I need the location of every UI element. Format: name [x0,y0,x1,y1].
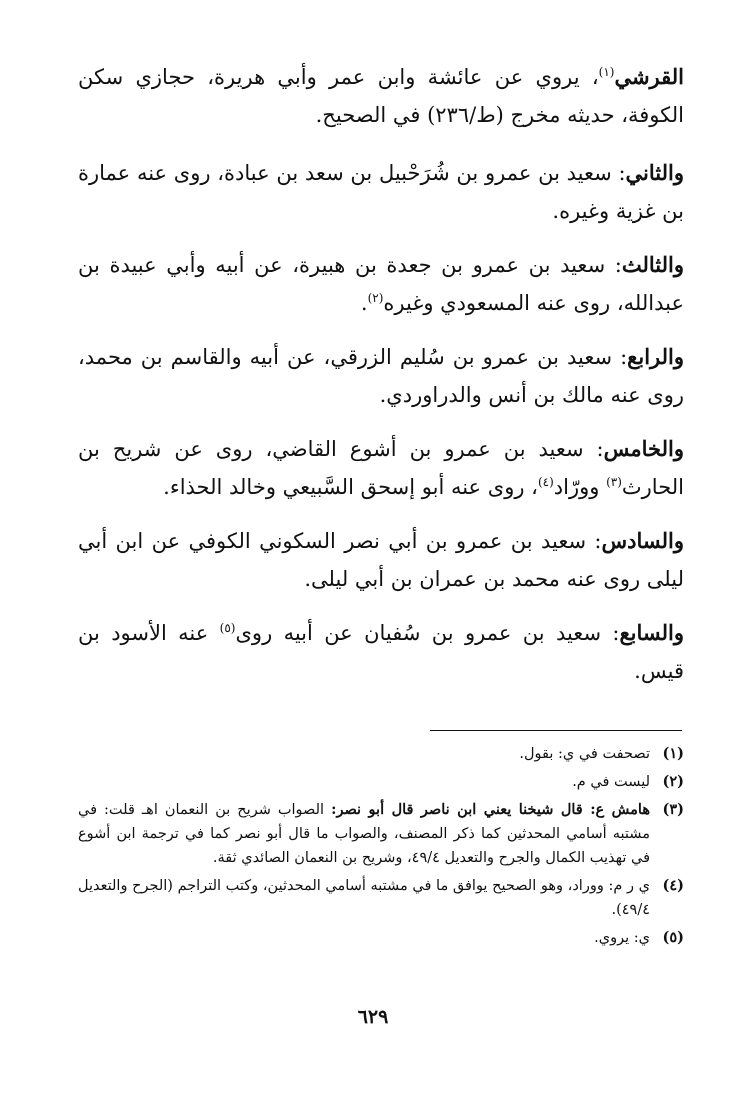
footnote-item [78,770,684,794]
footnote-body [78,770,650,794]
footnote-divider [430,730,682,731]
footnote-body [78,742,650,766]
entry-third [78,246,684,322]
entry-text-end: ، روى عنه أبو إسحق السَّبيعي وخالد الحذاء. [163,475,538,499]
entry-label: والثالث [621,252,684,277]
entry-text: : سعيد بن عمرو بن سُليم الزرقي، عن أبيه والقاسم بن محمد، روى عنه مالك بن أنس والدراوردي. [78,345,684,407]
footnote-item [78,926,684,950]
entry-text-end: . [360,291,368,315]
entry-text: : سعيد بن عمرو بن سُفيان عن أبيه روى [235,621,620,645]
footnote-body [78,798,650,870]
entry-fifth [78,430,684,506]
footnote-body [78,874,650,922]
entry-seventh [78,614,684,690]
entry-continuation [78,58,684,134]
footnote-ref[interactable]: (٣) [606,475,622,489]
footnote-ref[interactable]: (١) [598,65,615,79]
footnote-number: (١) [662,745,684,762]
footnote-body [78,926,650,950]
footnote-item [78,798,684,870]
footnote-ref[interactable]: (٤) [537,475,554,489]
entry-sixth [78,522,684,598]
entry-text: : سعيد بن عمرو بن أشوع القاضي، روى عن شريح بن الحارث [78,437,684,499]
footnote-number: (٥) [662,929,684,946]
footnote-bold-text: هامش ع: قال شيخنا يعني ابن ناصر قال أبو نصر: [331,801,650,818]
footnote-text: تصحفت في ي: بقول. [519,746,650,762]
entry-label: والرابع [627,344,684,369]
entry-text: ، يروي عن عائشة وابن عمر وأبي هريرة، حجازي سكن الكوفة، حديثه مخرج (ط/٢٣٦) في الصحيح. [78,65,684,127]
footnote-text: ي: يروي. [594,930,650,946]
footnote-number: (٣) [662,801,684,818]
entry-text-mid: وورّاد [553,475,607,499]
entry-second [78,154,684,230]
footnotes [78,742,684,954]
entry-label: والخامس [603,436,684,461]
footnote-ref[interactable]: (٥) [219,621,236,635]
footnote-text: ليست في م. [572,774,650,790]
page-number: ٦٢٩ [357,1006,389,1028]
entry-fourth [78,338,684,414]
footnote-item [78,742,684,766]
footnote-ref[interactable]: (٢) [367,291,384,305]
footnote-text: ي ر م: ووراد، وهو الصحيح يوافق ما في مشتبه أسامي المحدثين، وكتب التراجم (الجرح والتعديل ٤٩/٤). [78,878,650,918]
entry-label: والسادس [601,528,684,553]
entry-text: : سعيد بن عمرو بن أبي نصر السكوني الكوفي عن ابن أبي ليلى روى عنه محمد بن عمران بن أبي ليلى. [78,529,684,591]
main-text [78,58,684,706]
footnote-text: الصواب شريح بن النعمان اهـ قلت: في مشتبه أسامي المحدثين كما ذكر المصنف، والصواب ما قال أبو نصر كما في ترجمة ابن أشوع في تهذيب الكمال والجرح والتعديل ٤٩/٤، وشريح بن النعمان الصائدي ثقة. [78,802,650,866]
entry-text: : سعيد بن عمرو بن جعدة بن هبيرة، عن أبيه وأبي عبيدة بن عبدالله، روى عنه المسعودي وغيره [78,253,684,315]
entry-text: : سعيد بن عمرو بن شُرَحْبيل بن سعد بن عبادة، روى عنه عمارة بن غزية وغيره. [78,161,684,223]
footnote-number: (٤) [662,877,684,894]
entry-text-end: عنه الأسود بن قيس. [78,621,684,683]
footnote-number: (٢) [662,773,684,790]
entry-label: والثاني [625,160,684,185]
footnote-item [78,874,684,922]
entry-label: والسابع [619,620,685,645]
entry-name: القرشي [614,64,684,89]
